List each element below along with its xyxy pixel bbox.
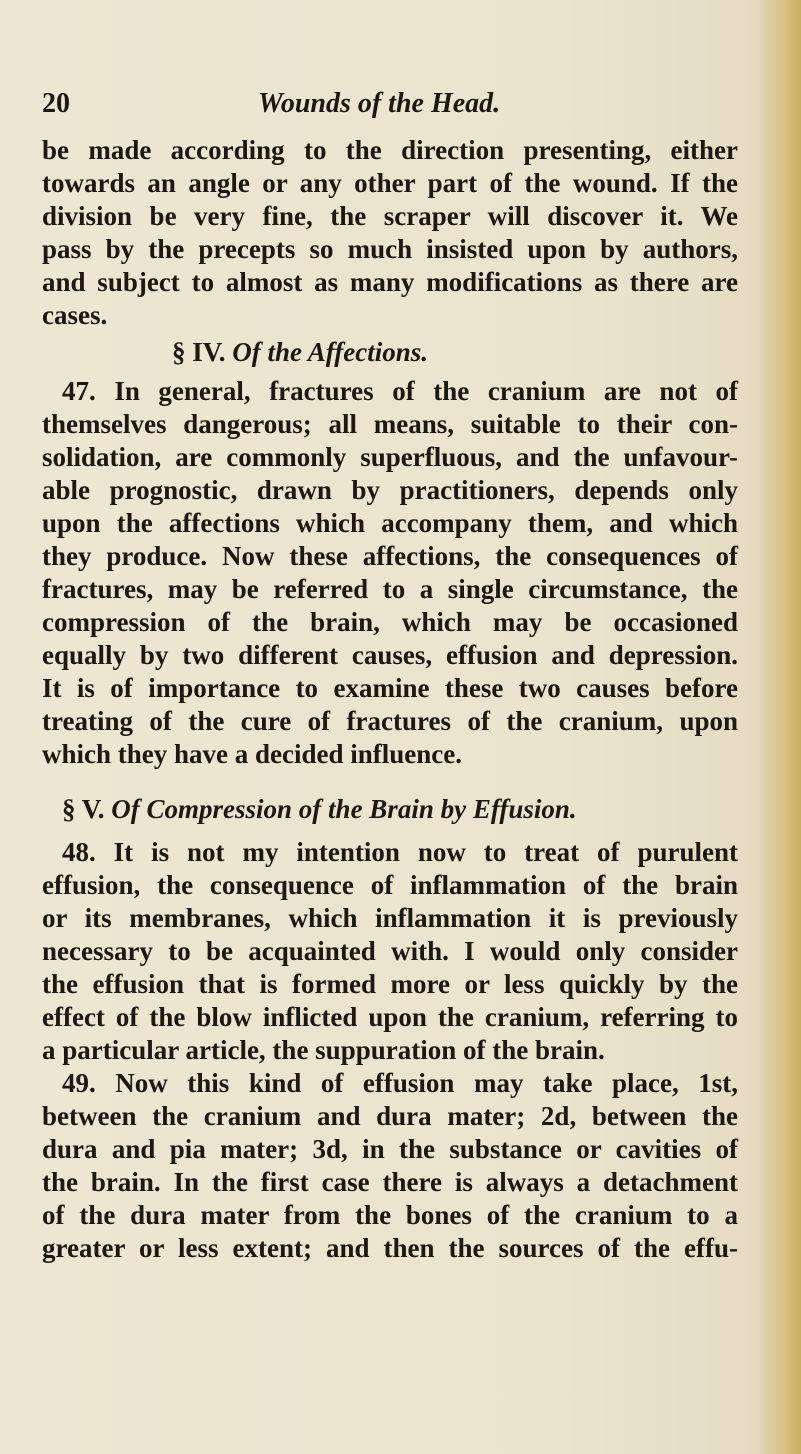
text-line: the effusion that is formed more or less quickly by the (42, 969, 738, 999)
text-line: dura and pia mater; 3d, in the substance or cavities of (42, 1134, 738, 1164)
text-line: upon the affections which accompany them, and which (42, 508, 738, 538)
text-line: 47. In general, fractures of the cranium are not of (62, 376, 738, 406)
text-line: equally by two different causes, effusion and depression. (42, 640, 738, 670)
text-line: and subject to almost as many modifications as there are (42, 267, 738, 297)
text-line: treating of the cure of fractures of the cranium, upon (42, 706, 738, 736)
text-line: a particular article, the suppuration of the brain. (42, 1035, 605, 1065)
text-line: solidation, are commonly superfluous, and the unfavour- (42, 442, 738, 472)
text-line: of the dura mater from the bones of the cranium to a (42, 1200, 738, 1230)
text-line: between the cranium and dura mater; 2d, between the (42, 1101, 738, 1131)
text-line: division be very fine, the scraper will discover it. We (42, 201, 738, 231)
page-header (42, 88, 742, 128)
page-edge-discoloration (759, 0, 801, 1454)
text-line: effect of the blow inflicted upon the cranium, referring to (42, 1002, 738, 1032)
text-line: 49. Now this kind of effusion may take place, 1st, (62, 1068, 738, 1098)
page-number: 20 (42, 88, 70, 119)
text-line: fractures, may be referred to a single circumstance, the (42, 574, 738, 604)
text-line: the brain. In the first case there is always a detachment (42, 1167, 738, 1197)
text-line: necessary to be acquainted with. I would only consider (42, 936, 738, 966)
text-line: themselves dangerous; all means, suitable to their con- (42, 409, 738, 439)
section-heading-v (42, 793, 738, 826)
text-line: effusion, the consequence of inflammation of the brain (42, 870, 738, 900)
section-title: Of the Affections. (232, 337, 429, 367)
body-text (42, 134, 738, 1265)
text-line: 48. It is not my intention now to treat of purulent (62, 837, 738, 867)
text-line: cases. (42, 300, 108, 330)
text-line: they produce. Now these affections, the consequences of (42, 541, 738, 571)
section-heading-iv (42, 336, 738, 369)
section-mark: § IV. (172, 337, 226, 367)
text-line: which they have a decided influence. (42, 739, 463, 769)
text-line: able prognostic, drawn by practitioners, depends only (42, 475, 738, 505)
text-line: pass by the precepts so much insisted upon by authors, (42, 234, 738, 264)
text-line: be made according to the direction presenting, either (42, 135, 738, 165)
running-head: Wounds of the Head. (258, 88, 501, 119)
text-line: greater or less extent; and then the sources of the effu- (42, 1233, 738, 1263)
section-mark: § V. (62, 794, 105, 824)
text-line: compression of the brain, which may be occasioned (42, 607, 738, 637)
text-line: or its membranes, which inflammation it is previously (42, 903, 738, 933)
text-line: It is of importance to examine these two causes before (42, 673, 738, 703)
section-title: Of Compression of the Brain by Effusion. (111, 794, 577, 824)
text-line: towards an angle or any other part of the wound. If the (42, 168, 738, 198)
